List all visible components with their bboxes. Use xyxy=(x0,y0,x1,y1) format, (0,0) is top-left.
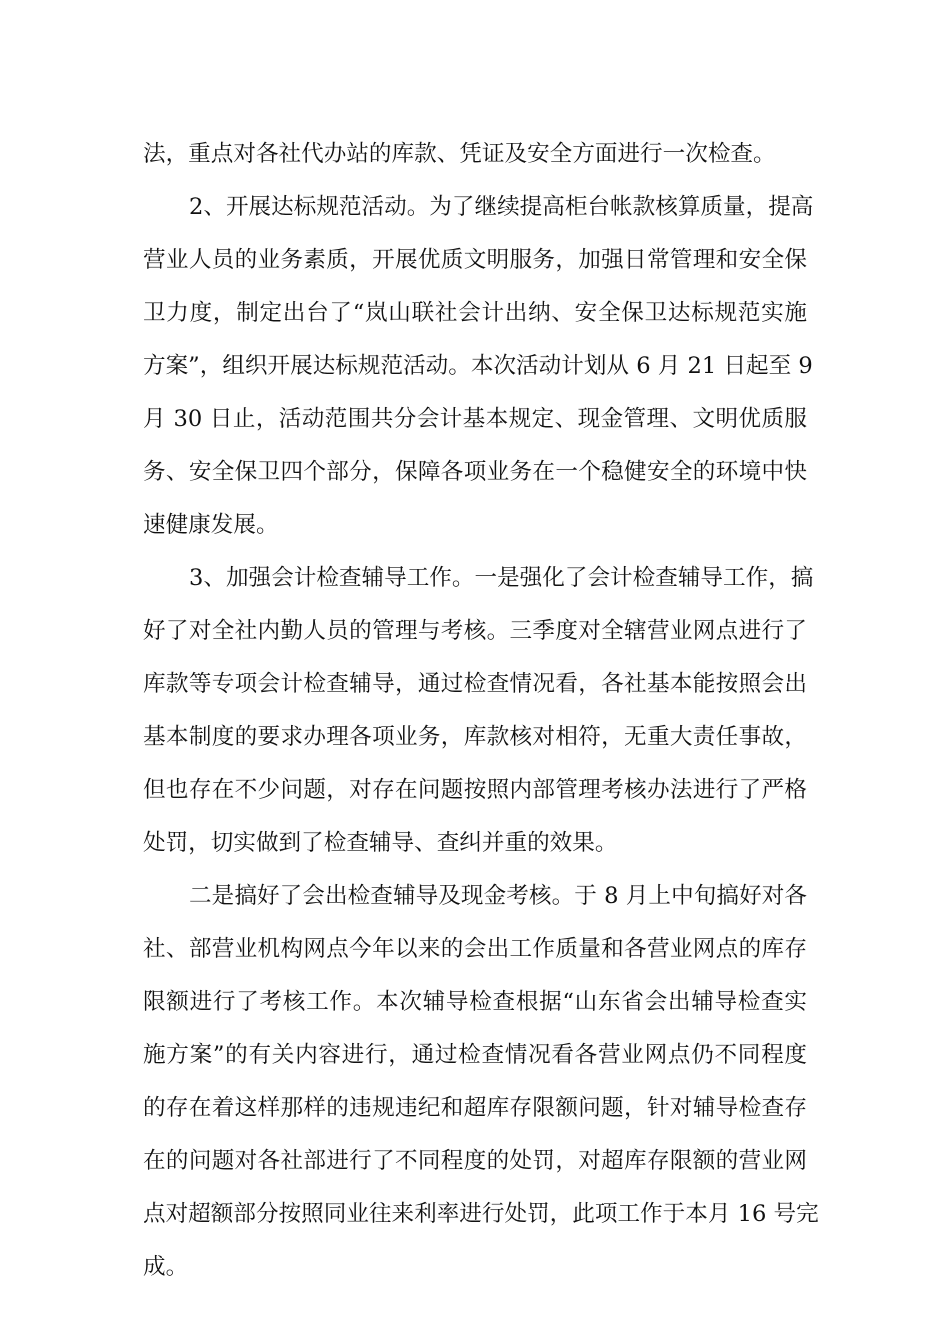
paragraph-line: 卫力度，制定出台了“岚山联社会计出纳、安全保卫达标规范实施 xyxy=(143,300,807,326)
paragraph-line: 月 30 日止，活动范围共分会计基本规定、现金管理、文明优质服 xyxy=(143,406,807,432)
paragraph-line: 成。 xyxy=(143,1254,189,1280)
paragraph-line: 点对超额部分按照同业往来利率进行处罚，此项工作于本月 16 号完 xyxy=(143,1201,819,1227)
paragraph-line: 方案”，组织开展达标规范活动。本次活动计划从 6 月 21 日起至 9 xyxy=(143,353,813,379)
paragraph-line: 限额进行了考核工作。本次辅导检查根据“山东省会出辅导检查实 xyxy=(143,989,807,1015)
paragraph-line: 但也存在不少问题，对存在问题按照内部管理考核办法进行了严格 xyxy=(143,777,807,803)
paragraph-line: 的存在着这样那样的违规违纪和超库存限额问题，针对辅导检查存 xyxy=(143,1095,807,1121)
body-text xyxy=(143,128,819,1294)
paragraph-line: 务、安全保卫四个部分，保障各项业务在一个稳健安全的环境中快 xyxy=(143,459,807,485)
paragraph-line: 营业人员的业务素质，开展优质文明服务，加强日常管理和安全保 xyxy=(143,247,807,273)
paragraph-line: 速健康发展。 xyxy=(143,512,279,538)
paragraph-line: 法，重点对各社代办站的库款、凭证及安全方面进行一次检查。 xyxy=(143,141,776,167)
paragraph-line: 社、部营业机构网点今年以来的会出工作质量和各营业网点的库存 xyxy=(143,936,807,962)
paragraph-line: 二是搞好了会出检查辅导及现金考核。于 8 月上中旬搞好对各 xyxy=(189,883,807,909)
paragraph-line: 处罚，切实做到了检查辅导、查纠并重的效果。 xyxy=(143,830,618,856)
paragraph-line: 库款等专项会计检查辅导，通过检查情况看，各社基本能按照会出 xyxy=(143,671,807,697)
paragraph-line: 基本制度的要求办理各项业务，库款核对相符，无重大责任事故， xyxy=(143,724,807,750)
paragraph-line: 在的问题对各社部进行了不同程度的处罚，对超库存限额的营业网 xyxy=(143,1148,807,1174)
paragraph-line: 2、开展达标规范活动。为了继续提高柜台帐款核算质量，提高 xyxy=(189,194,814,220)
paragraph-line: 施方案”的有关内容进行，通过检查情况看各营业网点仍不同程度 xyxy=(143,1042,807,1068)
paragraph-line: 3、加强会计检查辅导工作。一是强化了会计检查辅导工作，搞 xyxy=(189,565,814,591)
paragraph-line: 好了对全社内勤人员的管理与考核。三季度对全辖营业网点进行了 xyxy=(143,618,807,644)
